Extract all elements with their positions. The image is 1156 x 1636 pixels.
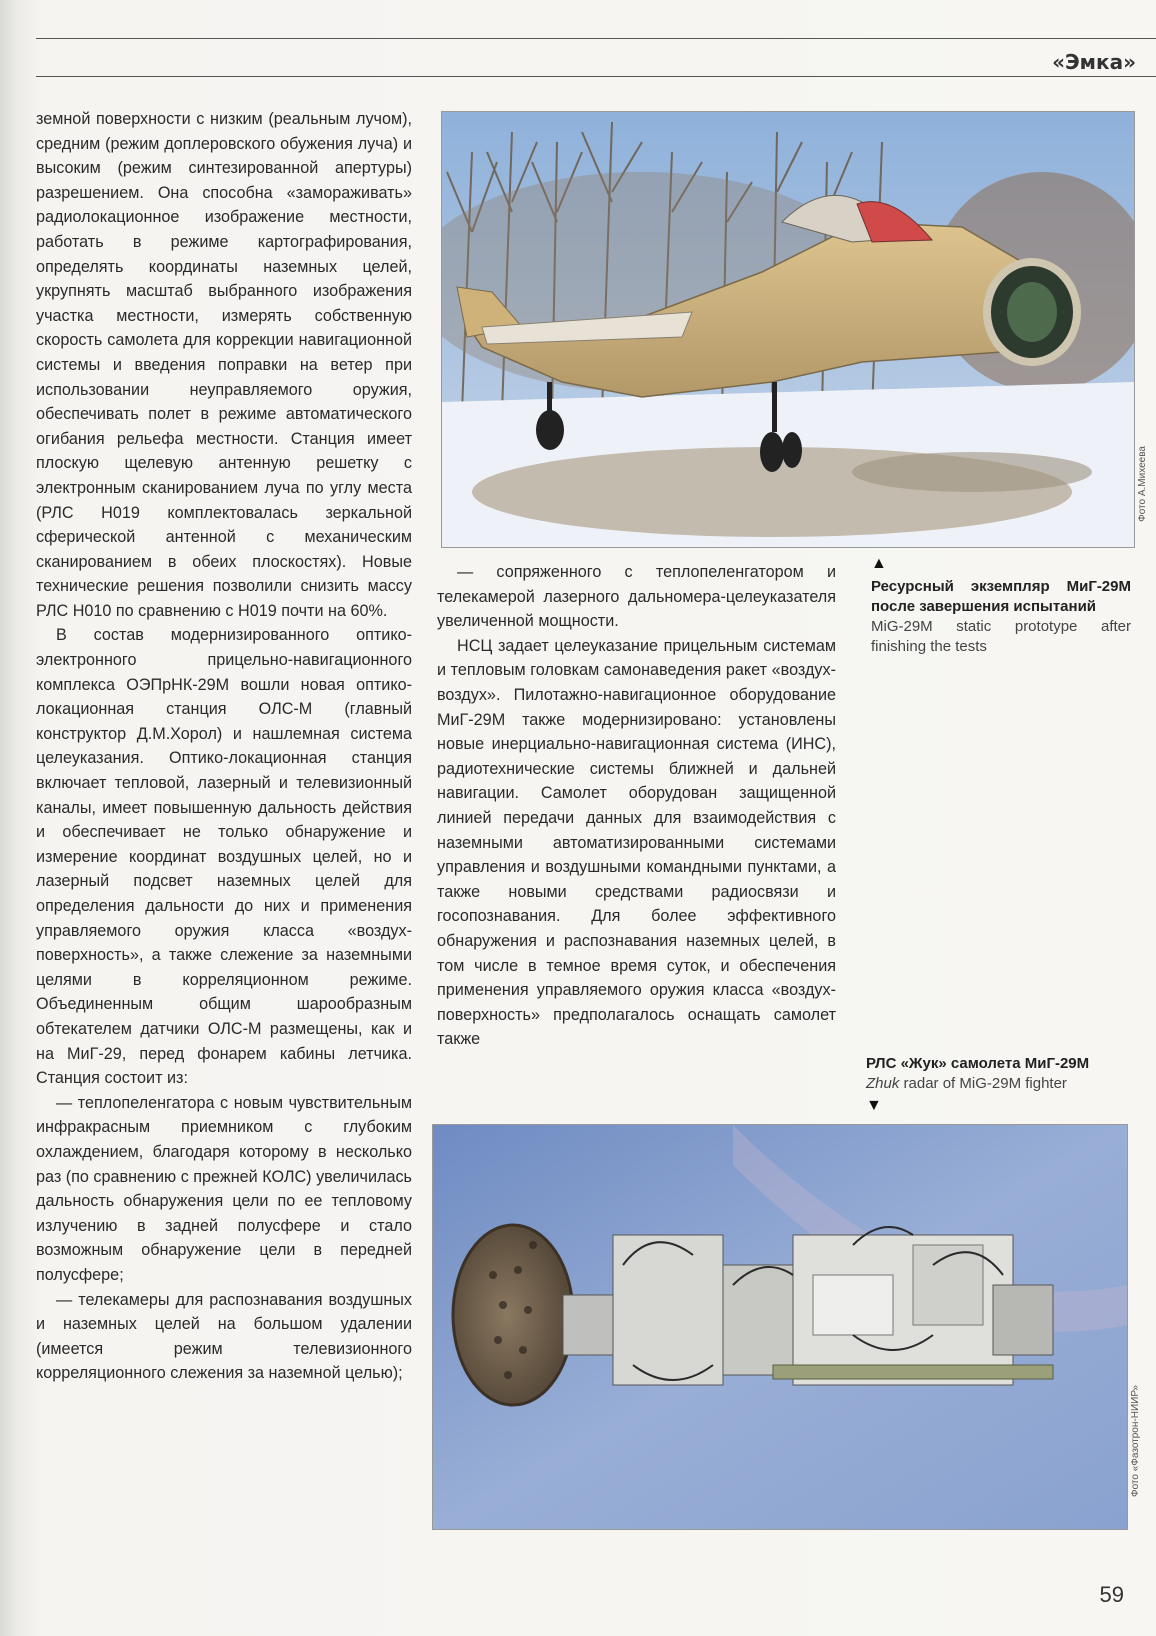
page-number: 59 — [1099, 1582, 1124, 1607]
paragraph: земной поверхности с низким (реальным лучом), средним (режим доплеровского обужения луча) и высоким (режим синтезированной апертуры) разрешением. Она способна «замораживать» радиолокационное изображение местности, работать в режиме картографирования, определять координаты наземных целей, укрупнять масштаб выбранного изображения участка местности, измерять собственную скорость самолета для коррекции навигационной системы и введения поправки на ветер при использовании неуправляемого оружия, обеспечивать полет в режиме автоматического огибания рельефа местности. Станция имеет плоскую щелевую антенную решетку с электронным сканированием луча по углу места (РЛС Н019 комплектовалась зеркальной сферической антенной с механическим сканированием в обеих плоскостях). Новые технические решения позволили снизить массу РЛС Н010 по сравнению с Н019 почти на 60%. — [36, 110, 412, 620]
photo-caption-aircraft — [871, 557, 1131, 657]
paragraph: — теплопеленгатора с новым чувствительным инфракрасным приемником с глубоким охлаждением, благодаря которому в несколько раз (по сравнению с прежней КОЛС) увеличилась дальность обнаружения цели по ее тепловому излучению в задней полусфере и стало возможным обнаружение цели в передней полусфере; — [36, 1093, 412, 1284]
aircraft-illustration — [442, 112, 1134, 547]
photo-credit: Фото «Фазотрон-НИИР» — [1130, 1385, 1141, 1498]
paragraph: — телекамеры для распознавания воздушных и наземных целей на большом удалении (имеется режим телевизионного корреляционного слежения за наземной целью); — [36, 1290, 412, 1383]
running-title: «Эмка» — [1052, 50, 1136, 74]
paragraph: НСЦ задает целеуказание прицельным системам и тепловым головкам самонаведения ракет «воздух-воздух». Пилотажно-навигационное оборудование МиГ-29М также модернизировано: установлены новые инерциально-навигационная система (ИНС), радиотехнические системы ближней и дальней навигации. Самолет оборудован защищенной линией передачи данных для взаимодействия с наземными автоматизированными системами управления и воздушными командными пунктами, а также новыми средствами радиосвязи и госопознавания. Для более эффективного обнаружения и распознавания наземных целей, в том числе в темное время суток, и обеспечения применения управляемого оружия класса «воздух-поверхность» предполагалось оснащать самолет также — [437, 636, 836, 1049]
triangle-down-icon: ▼ — [866, 1097, 882, 1114]
caption-en — [866, 1074, 1136, 1094]
text-column-left — [36, 107, 412, 1386]
text-column-middle — [437, 560, 836, 1120]
radar-photo — [432, 1124, 1128, 1530]
aircraft-photo — [441, 111, 1135, 548]
photo-caption-radar — [866, 1054, 1136, 1094]
caption-ru: РЛС «Жук» самолета МиГ-29М — [866, 1055, 1090, 1072]
radar-illustration — [433, 1125, 1127, 1529]
paragraph: — сопряженного с теплопеленгатором и телекамерой лазерного дальномера-целеуказателя увеличенной мощности. — [437, 563, 836, 631]
caption-en-rest: radar of MiG-29M fighter — [899, 1075, 1067, 1092]
paragraph: В состав модернизированного оптико-электронного прицельно-навигационного комплекса ОЭПрНК-29М вошли новая оптико-локационная станция ОЛС-М (главный конструктор Д.М.Хорол) и нашлемная система целеуказания. Оптико-локационная станция включает тепловой, лазерный и телевизионный каналы, имеет повышенную дальность действия и обеспечивает не только обнаружение и измерение координат воздушных целей, но и лазерный подсвет наземных целей для определения дальности до них и применения управляемого оружия класса «воздух-поверхность», а также слежение за наземными целями в корреляционном режиме. Объединенным общим шарообразным обтекателем датчики ОЛС-М размещены, как и на МиГ-29, перед фонарем кабины летчика. Станция состоит из: — [36, 626, 412, 1088]
photo-credit: Фото А.Михеева — [1137, 446, 1148, 522]
caption-ru: Ресурсный экземпляр МиГ-29М после завершения испытаний — [871, 578, 1131, 615]
triangle-up-icon: ▲ — [871, 555, 887, 572]
caption-en-italic: Zhuk — [866, 1075, 900, 1092]
header-rule-top — [36, 38, 1156, 39]
caption-en: MiG-29M static prototype after finishing the tests — [871, 618, 1131, 655]
header-rule-bottom — [36, 76, 1156, 77]
